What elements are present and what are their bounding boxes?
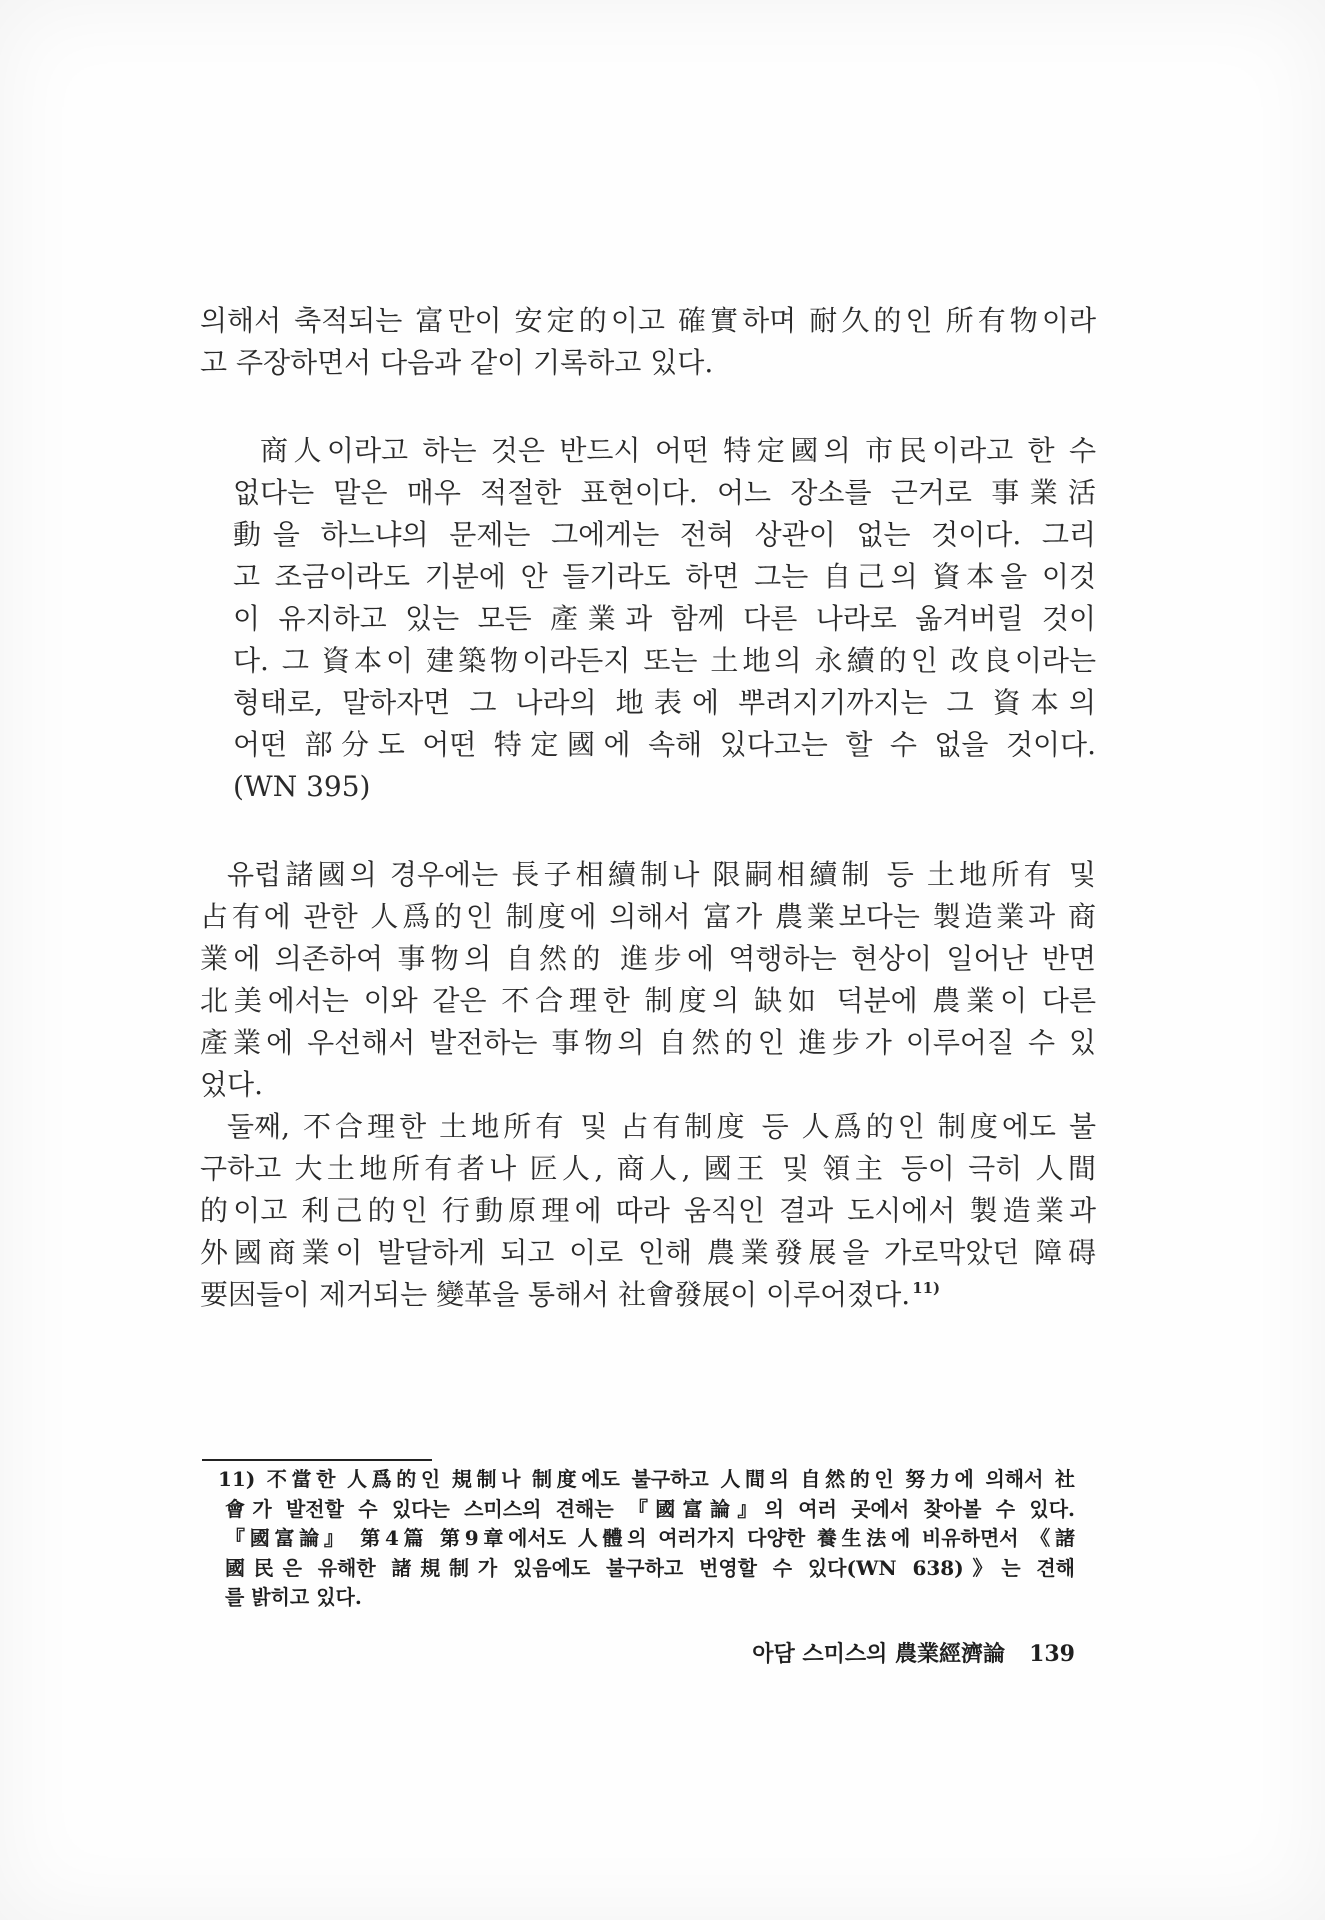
body-line: 유럽諸國의 경우에는 長子相續制나 限嗣相續制 등 土地所有 및: [227, 858, 1096, 891]
body-line: 業에 의존하여 事物의 自然的 進步에 역행하는 현상이 일어난 반면: [200, 942, 1096, 975]
footnote-line: 11) 不當한 人爲的인 規制나 制度에도 불구하고 人間의 自然的인 努力에 의해서 社: [218, 1467, 1075, 1491]
quote-line: 없다는 말은 매우 적절한 표현이다. 어느 장소를 근거로 事業活: [233, 476, 1096, 509]
body-line: 둘째, 不合理한 土地所有 및 占有制度 등 人爲的인 制度에도 불: [227, 1110, 1096, 1143]
quote-line: 이 유지하고 있는 모든 產業과 함께 다른 나라로 옮겨버릴 것이: [233, 602, 1096, 635]
body-line-text: 要因들이 제거되는 變革을 통해서 社會發展이 이루어졌다.: [200, 1278, 911, 1311]
page-number: 139: [1029, 1641, 1075, 1667]
footnote-line: 國民은 유해한 諸規制가 있음에도 불구하고 번영할 수 있다(WN 638)》는 견해: [225, 1555, 1075, 1580]
footnote-line: 『國富論』 第4篇 第9章에서도 人體의 여러가지 다양한 養生法에 비유하면서 《諸: [225, 1526, 1075, 1550]
footnote-line: 를 밝히고 있다.: [225, 1585, 362, 1609]
body-line: 구하고 大土地所有者나 匠人, 商人, 國王 및 領主 등이 극히 人間: [200, 1152, 1096, 1185]
footnote-ref: 11): [912, 1279, 941, 1297]
footnote-line: 會가 발전할 수 있다는 스미스의 견해는 『國富論』의 여러 곳에서 찾아볼 수 있다.: [225, 1496, 1075, 1521]
footnote-rule: [202, 1459, 432, 1461]
quote-citation: (WN 395): [233, 770, 371, 803]
block-quote: [233, 430, 1096, 808]
quote-line: 動을 하느냐의 문제는 그에게는 전혀 상관이 없는 것이다. 그리: [233, 518, 1096, 551]
body-line: 北美에서는 이와 같은 不合理한 制度의 缺如 덕분에 農業이 다른: [200, 984, 1096, 1017]
quote-line: 商人이라고 하는 것은 반드시 어떤 特定國의 市民이라고 한 수: [260, 434, 1096, 467]
intro-line: 의해서 축적되는 富만이 安定的이고 確實하며 耐久的인 所有物이라: [200, 304, 1096, 337]
body-line: 外國商業이 발달하게 되고 이로 인해 農業發展을 가로막았던 障碍: [200, 1236, 1096, 1269]
running-title: 아담 스미스의 農業經濟論: [752, 1641, 1006, 1667]
intro-paragraph: [200, 300, 1096, 384]
quote-line: 다. 그 資本이 建築物이라든지 또는 土地의 永續的인 改良이라는: [233, 644, 1096, 677]
body-line: 產業에 우선해서 발전하는 事物의 自然的인 進步가 이루어질 수 있: [200, 1026, 1096, 1059]
quote-line: 고 조금이라도 기분에 안 들기라도 하면 그는 自己의 資本을 이것: [233, 560, 1096, 593]
body-paragraphs: [200, 854, 1096, 1316]
body-line: 었다.: [200, 1068, 263, 1101]
intro-line: 고 주장하면서 다음과 같이 기록하고 있다.: [200, 346, 714, 379]
footnotes: [218, 1465, 1075, 1613]
page-footer: [752, 1639, 1075, 1669]
body-line: 占有에 관한 人爲的인 制度에 의해서 富가 農業보다는 製造業과 商: [200, 900, 1096, 933]
body-line: 的이고 利己的인 行動原理에 따라 움직인 결과 도시에서 製造業과: [200, 1194, 1096, 1227]
quote-line: 형태로, 말하자면 그 나라의 地表에 뿌려지기까지는 그 資本의: [233, 686, 1096, 719]
body-line-last: [200, 1274, 1096, 1316]
quote-line: 어떤 部分도 어떤 特定國에 속해 있다고는 할 수 없을 것이다.: [233, 728, 1096, 761]
